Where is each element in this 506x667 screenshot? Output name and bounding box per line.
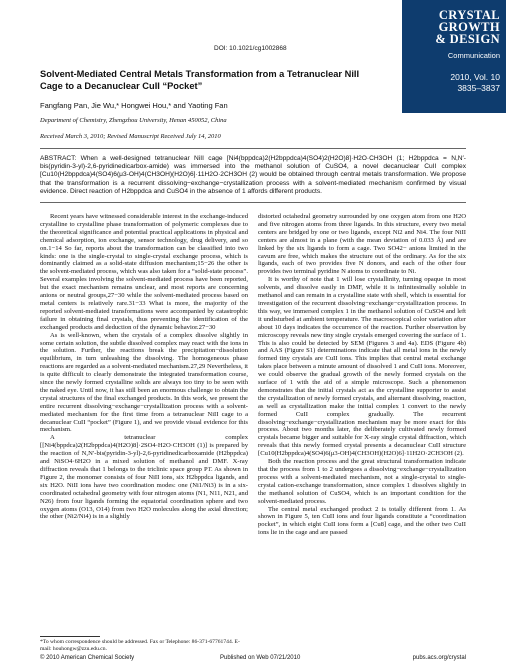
footnote-rule: [40, 636, 100, 637]
affiliation: Department of Chemistry, Zhengzhou University, Henan 450052, China: [40, 117, 227, 124]
footnote: *To whom correspondence should be addressed. Fax or Telephone: 86-371-67761744. E-mail: houhongw@zzu.edu.cn.: [40, 639, 240, 652]
paragraph: distorted octahedral geometry surrounded by one oxygen atom from one H2O and five nitrogen atoms from three ligands. In this structure, every two metal centers are bridged by one or two ligands, except Ni2 and Ni4. The four NiII centers are almost in a plane (with the mean deviation of 0.033 Å) and are linked by the six ligands to form a cage. Two SO42− anions limited in the cavum are free, which makes the structure out of the ordinary. As for the six ligands, each of two provides five N donors, and each of the other four provides two terminal pyridine N atoms to coordinate to Ni.: [258, 213, 466, 276]
published-date: Published on Web 07/21/2010: [220, 655, 301, 661]
paragraph: A tetranuclear complex [[Ni4(bppdca)2(H2bppdca)4(H2O)8]·2SO4·H2O·CH3OH (1)] is prepared by the reaction of N,N′-bis(pyridin-3-yl)-2,6-pyridinedicarboxamide (H2bppdca) and NiSO4·6H2O in a mixed solution of methanol and DMF. X-ray diffraction reveals that 1 belongs to the triclinic space group P1̄. As shown in Figure 2, the monomer consists of four NiII ions, six H2bppdca ligands, and six H2O. NiII ions have two coordination modes: one (Ni1/Ni3) is in a six-coordinated octahedral geometry with four nitrogen atoms (N1, N11, N21, and N26) from four ligands forming the equatorial coordination sphere and two oxygen atoms (O13, O14) from two H2O molecules along the axial direction; the other (Ni2/Ni4) is in a slightly: [40, 434, 248, 521]
divider: [40, 202, 466, 203]
journal-site: pubs.acs.org/crystal: [412, 655, 466, 661]
copyright: © 2010 American Chemical Society: [40, 655, 135, 661]
logo-line: & DESIGN: [435, 32, 500, 46]
body-column-left: [40, 213, 248, 521]
abstract: ABSTRACT: When a well-designed tetranuclear NiII cage [Ni4(bppdca)2(H2bppdca)4(SO4)2(H2O)8]·H2O·CH3OH (1; H2bppdca = N,N′-bis(pyridin-3-yl)-2,6-pyridinedicarbox-amide) was immersed into the methanol solution of CuSO4, a novel decanuclear CuII complex [Cu10(H2bppdca)4(SO4)6(μ3-OH)4(CH3OH)(H2O)6]·11H2O·2CH3OH (2) would be obtained through central metals transformation. We propose that the transformation is a recurrent dissolving−exchange−crystallization process with a solvent-mediated mechanism confirmed by visual evidence. Direct reaction of H2bppdca and CuSO4 in the absence of 1 affords different products.: [40, 155, 466, 195]
logo-line: CRYSTAL: [438, 8, 500, 22]
year-volume: 2010, Vol. 10: [450, 72, 500, 82]
page-range: 3835–3837: [457, 83, 500, 93]
authors: Fangfang Pan, Jie Wu,* Hongwei Hou,* and Yaoting Fan: [40, 101, 228, 110]
paragraph: It is worthy of note that 1 will lose crystallinity, turning opaque in most solvents, and dissolve easily in DMF, while it is infinitesimally soluble in methanol and can remain in a crystalline state with shell, which is essential for investigation of the recurrent dissolving−exchange−crystallization process. In this way, we immersed complex 1 in the methanol solution of CuSO4 and left it undisturbed at ambient temperature. The macroscopical color variation after about 10 days indicates the occurrence of the reaction. Further observation by microscopy reveals new tiny single crystals emerged covering the surface of 1. This is also could be detected by SEM (Figures 3 and 4a). EDS (Figure 4b) and AAS (Figure S1) determinations indicate that all metal ions in the newly formed tiny crystals are CuII ions. This implies that central metal exchange takes place between a minute amount of dissolved 1 and CuII ions. Moreover, we could observe the gradual growth of the newly formed crystals on the surface of 1 with the aid of a simple microscope. Such a phenomenon demonstrates that the initial crystals act as the crystalline supporter to assist the crystallization of newly formed crystals, and alternant dissolving, reaction, as well as crystallization make the initial complex 1 convert to the newly formed CuII complex gradually. The recurrent dissolving−exchange−crystallization mechanism may be more exact for this process. About two months later, the deliberately cultivated newly formed crystals became bigger and suitable for X-ray single crystal diffraction, which reveals that this newly formed crystal presents a decanuclear CuII structure [Cu10(H2bppdca)4(SO4)6(μ3-OH)4(CH3OH)(H2O)6]·11H2O·2CH3OH (2).: [258, 276, 466, 458]
received-dates: Received March 3, 2010; Revised Manuscript Received July 14, 2010: [40, 133, 221, 140]
journal-logo: [410, 9, 500, 45]
journal-banner: [402, 0, 506, 113]
body-column-right: [258, 213, 466, 537]
paper-title: Solvent-Mediated Central Metals Transformation from a Tetranuclear NiII Cage to a Decanuclear CuII “Pocket”: [40, 69, 360, 91]
doi: DOI: 10.1021/cg1002868: [214, 45, 287, 52]
paragraph: As is well-known, when the crystals of a complex dissolve slightly in some certain solution, the subtle dissolved complex may react with the ions in the solution. Further, the reactions break the precipitation−dissolution equilibrium, in turn unleashing the dissolving. The homogeneous phase reactions are regarded as a solvent-mediated mechanism.27,29 Nevertheless, it is quite difficult to clearly demonstrate the integrated transformation course, since the newly formed crystalline solids are always too tiny to be seen with the naked eye. Until now, it has still been an enormous challenge to obtain the crystal structures of the final exchanged products. In this work, we present the entire recurrent dissolving−exchange−crystallization process with a solvent-mediated mechanism for the first time from a tetranuclear NiII cage to a decanuclear CuII “pocket” (Figure 1), and we provide visual evidence for this mechanism.: [40, 331, 248, 434]
paragraph: Recent years have witnessed considerable interest in the exchange-induced crystalline to crystalline phase transformation of polymeric complexes due to the theoretical significance and potential practical applications in physical and chemical adsorption, ion exchange, sensor technology, drug delivery, and so on.1−14 So far, reports about the transformation can be classified into two kinds: one is the single-crystal to single-crystal exchange process, which is dominantly claimed as a solid-state diffusion mechanism;15−26 the other is the solvent-mediated process, which was also taken for a “solid-state process”. Several examples involving the solvent-mediated process have been reported, but the exact mechanism remains unclear, and most reports are concerning anions or neutral groups,27−30 while the solvent-mediated process based on metal centers is relatively rare.31−33 What is more, the majority of the reported solvent-mediated transformations were accompanied by catastrophic failure in obtaining final crystals, thus preventing the identification of the exchanged products and deduction of the dynamic behavior.27−30: [40, 213, 248, 331]
paragraph: Both the reaction process and the great structural transformation indicate that the process from 1 to 2 undergoes a dissolving−exchange−crystallization process with a solvent-mediated mechanism, not a single-crystal to single-crystal cation-exchange transformation, since complex 1 dissolves slightly in the methanol solution of CuSO4, which is an important condition for the solvent-mediated process.: [258, 458, 466, 505]
article-type: Communication: [447, 51, 500, 60]
logo-line: GROWTH: [438, 20, 500, 34]
divider: [40, 148, 466, 149]
paragraph: The central metal exchanged product 2 is totally different from 1. As shown in Figure 5, ten CuII ions and four ligands constitute a “coordination pocket”, in which eight CuII ions form a [Cu8] cage, and the other two CuII ions lie in the cage and are passed: [258, 505, 466, 537]
